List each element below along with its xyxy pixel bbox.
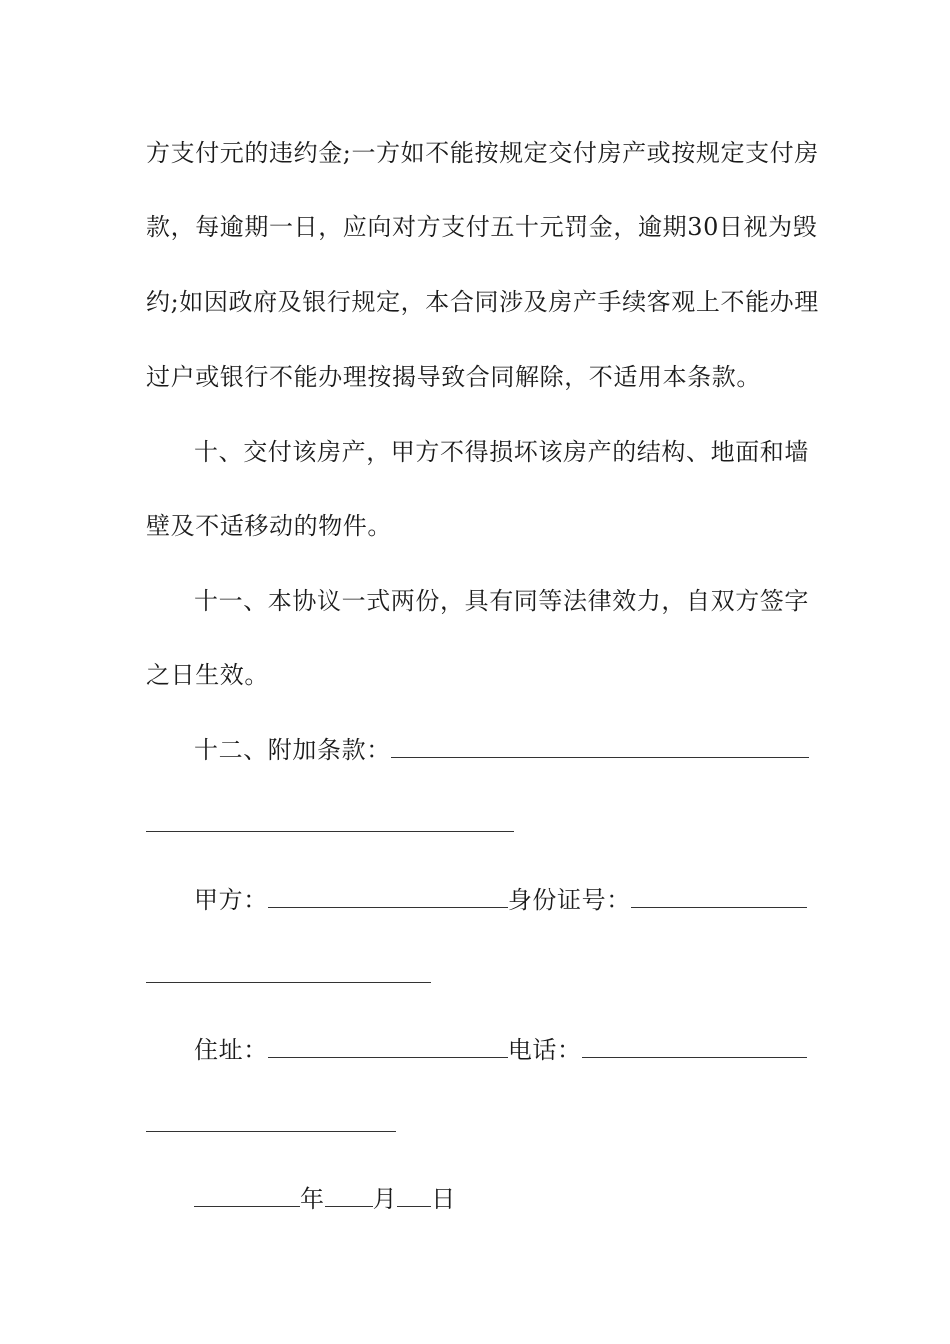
clause-10-line: 十、交付该房产，甲方不得损坏该房产的结构、地面和墙 [194, 438, 809, 466]
party-a-name-blank[interactable] [268, 885, 508, 908]
paragraph-line: 方支付元的违约金;一方如不能按规定交付房产或按规定支付房 [146, 139, 819, 167]
id-number-blank[interactable] [631, 885, 807, 908]
address-label: 住址： [194, 1036, 268, 1064]
clause-10-line: 壁及不适移动的物件。 [146, 512, 392, 540]
year-label: 年 [300, 1185, 325, 1213]
phone-blank[interactable] [582, 1035, 807, 1058]
clause-12-label: 十二、附加条款： [194, 736, 391, 764]
address-row [194, 1034, 807, 1066]
clause-11-line: 十一、本协议一式两份，具有同等法律效力，自双方签字 [194, 587, 809, 615]
day-label: 日 [431, 1185, 456, 1213]
paragraph-line: 约;如因政府及银行规定，本合同涉及房产手续客观上不能办理 [146, 288, 819, 316]
additional-terms-blank-continued[interactable] [146, 831, 514, 832]
id-number-blank-continued[interactable] [146, 982, 431, 983]
month-label: 月 [372, 1185, 398, 1213]
party-a-label: 甲方： [194, 886, 268, 914]
phone-blank-continued[interactable] [146, 1131, 396, 1132]
date-row [194, 1183, 456, 1215]
year-blank[interactable] [194, 1184, 300, 1207]
clause-11-line: 之日生效。 [146, 661, 269, 689]
paragraph-line: 过户或银行不能办理按揭导致合同解除，不适用本条款。 [146, 363, 761, 391]
id-number-label: 身份证号： [507, 886, 631, 914]
month-blank[interactable] [325, 1184, 373, 1207]
phone-label: 电话： [507, 1036, 582, 1064]
additional-terms-blank[interactable] [391, 735, 809, 758]
clause-12-row [194, 734, 809, 766]
day-blank[interactable] [397, 1184, 431, 1207]
paragraph-line: 款，每逾期一日，应向对方支付五十元罚金，逾期30日视为毁 [146, 213, 818, 241]
address-blank[interactable] [268, 1035, 508, 1058]
party-a-row [194, 884, 807, 916]
